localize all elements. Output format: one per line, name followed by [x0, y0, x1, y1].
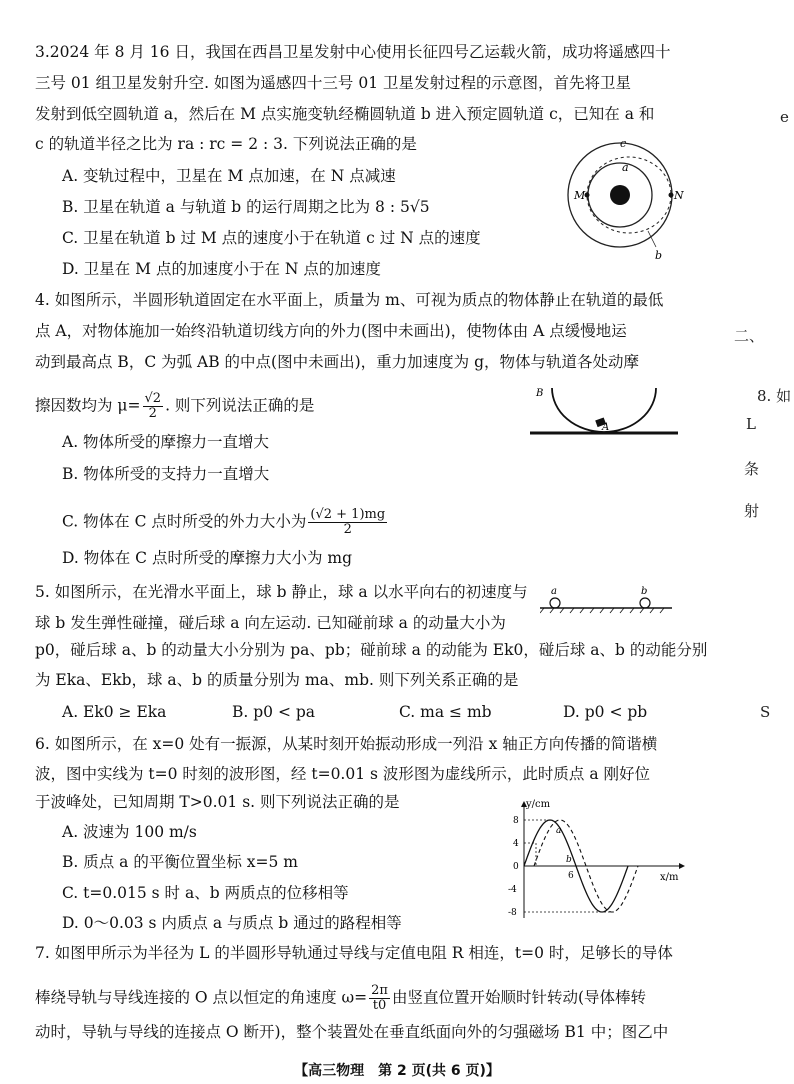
- tick-0: 0: [513, 862, 519, 872]
- q4-option-b[interactable]: B. 物体所受的支持力一直增大: [62, 465, 270, 483]
- particle-a-label: a: [556, 826, 562, 836]
- q6-line2: 波，图中实线为 t=0 时刻的波形图，经 t=0.01 s 波形图为虚线所示，此时质点 a 刚好位: [35, 765, 650, 783]
- q5-option-b[interactable]: B. p0 < pa: [232, 703, 316, 721]
- q3-option-c[interactable]: C. 卫星在轨道 b 过 M 点的速度小于在轨道 c 过 N 点的速度: [62, 229, 481, 247]
- q3-line1: 3.2024 年 8 月 16 日，我国在西昌卫星发射中心使用长征四号乙运载火箭，成功将遥感四十: [35, 43, 671, 61]
- q5-line2: 球 b 发生弹性碰撞，碰后球 a 向左运动. 已知碰前球 a 的动量大小为: [35, 614, 506, 632]
- tick-8: 8: [513, 816, 519, 826]
- q3-line3: 发射到低空圆轨道 a，然后在 M 点实施变轨经椭圆轨道 b 进入预定圆轨道 c，已知在 a 和: [35, 105, 655, 123]
- q5-option-a[interactable]: A. Ek0 ≥ Eka: [62, 703, 167, 721]
- q6-line3: 于波峰处，已知周期 T>0.01 s. 则下列说法正确的是: [35, 793, 400, 811]
- q6-option-b[interactable]: B. 质点 a 的平衡位置坐标 x=5 m: [62, 853, 298, 871]
- tick-x-6: 6: [568, 871, 574, 881]
- orbit-diagram: [560, 135, 690, 265]
- q6-option-c[interactable]: C. t=0.015 s 时 a、b 两质点的位移相等: [62, 884, 349, 902]
- ball-a-label: a: [551, 586, 557, 597]
- q5-line4: 为 Eka、Ekb，球 a、b 的质量分别为 ma、mb. 则下列关系正确的是: [35, 671, 519, 689]
- q3-option-b[interactable]: B. 卫星在轨道 a 与轨道 b 的运行周期之比为 8 : 5√5: [62, 198, 430, 216]
- q5-line1: 5. 如图所示，在光滑水平面上，球 b 静止，球 a 以水平向右的初速度与: [35, 583, 528, 601]
- point-m-label: M: [574, 189, 586, 202]
- q6-option-d[interactable]: D. 0～0.03 s 内质点 a 与质点 b 通过的路程相等: [62, 914, 402, 932]
- q6-option-a[interactable]: A. 波速为 100 m/s: [62, 823, 197, 841]
- q3-option-d[interactable]: D. 卫星在 M 点的加速度小于在 N 点的加速度: [62, 260, 381, 278]
- side-fragment-6: 射: [744, 502, 760, 520]
- tick-minus-4: -4: [508, 885, 517, 895]
- q4-line2: 点 A，对物体施加一始终沿轨道切线方向的外力(图中未画出)，使物体由 A 点缓慢地运: [35, 322, 627, 340]
- particle-b-label: b: [566, 855, 572, 865]
- tick-4: 4: [513, 839, 519, 849]
- q4-option-a[interactable]: A. 物体所受的摩擦力一直增大: [62, 433, 270, 451]
- wave-graph: [500, 798, 690, 923]
- orbit-b-label: b: [655, 249, 663, 262]
- q3-line4: c 的轨道半径之比为 ra : rc = 2 : 3. 下列说法正确的是: [35, 135, 417, 153]
- q4-option-c[interactable]: C. 物体在 C 点时所受的外力大小为 $\frac{(√2 + 1)mg}{2}$: [62, 507, 386, 537]
- collision-diagram: [540, 584, 675, 614]
- q7-line2: 棒绕导轨与导线连接的 O 点以恒定的角速度 ω= $\frac{2\pi}{t0}$ 由竖直位置开始顺时针转动(导体棒转: [35, 983, 647, 1013]
- q5-line3: p0，碰后球 a、b 的动量大小分别为 pa、pb；碰前球 a 的动能为 Ek0，碰后球 a、b 的动能分别: [35, 641, 708, 659]
- q3-line2: 三号 01 组卫星发射升空. 如图为遥感四十三号 01 卫星发射过程的示意图，首先将卫星: [35, 74, 632, 92]
- q3-option-a[interactable]: A. 变轨过程中，卫星在 M 点加速，在 N 点减速: [62, 167, 396, 185]
- side-fragment-7: S: [760, 703, 771, 721]
- orbit-a-label: a: [622, 161, 629, 174]
- side-fragment-2: 二、: [734, 327, 765, 345]
- q5-option-d[interactable]: D. p0 < pb: [563, 703, 648, 721]
- q4-line1: 4. 如图所示，半圆形轨道固定在水平面上，质量为 m、可视为质点的物体静止在轨道的最低: [35, 291, 664, 309]
- side-fragment-5: 条: [744, 460, 760, 478]
- point-b-label: B: [536, 388, 544, 399]
- q4-line3: 动到最高点 B，C 为弧 AB 的中点(图中未画出)，重力加速度为 g，物体与轨道各处动摩: [35, 353, 639, 371]
- q7-line3: 动时，导轨与导线的连接点 O 断开)，整个装置处在垂直纸面向外的匀强磁场 B1 中；图乙中: [35, 1023, 669, 1041]
- side-fragment-4: L: [746, 415, 756, 433]
- tick-minus-8: -8: [508, 908, 517, 918]
- q4-line4: 擦因数均为 μ= $\frac{√2}{2}$ . 则下列说法正确的是: [35, 391, 315, 421]
- force-fraction: $\frac{(√2 + 1)mg}{2}$: [310, 507, 386, 537]
- x-axis-label: x/m: [660, 872, 679, 883]
- page-footer: 【高三物理 第 2 页(共 6 页)】: [294, 1063, 500, 1079]
- point-a-label: A: [602, 422, 610, 433]
- q4-option-d[interactable]: D. 物体在 C 点时所受的摩擦力大小为 mg: [62, 549, 352, 567]
- ball-b-label: b: [641, 586, 648, 597]
- side-fragment-1: e: [780, 108, 789, 126]
- mu-fraction: $\frac{√2}{2}$: [144, 391, 162, 421]
- q5-option-c[interactable]: C. ma ≤ mb: [399, 703, 492, 721]
- q7-line1: 7. 如图甲所示为半径为 L 的半圆形导轨通过导线与定值电阻 R 相连，t=0 时，足够长的导体: [35, 944, 673, 962]
- omega-fraction: $\frac{2\pi}{t0}$: [371, 983, 388, 1013]
- side-fragment-3: 8. 如: [757, 387, 792, 405]
- semicircle-track-diagram: [530, 380, 680, 440]
- q6-line1: 6. 如图所示，在 x=0 处有一振源，从某时刻开始振动形成一列沿 x 轴正方向传播的简谐横: [35, 735, 658, 753]
- orbit-c-label: c: [620, 137, 627, 150]
- y-axis-label: y/cm: [526, 799, 551, 810]
- point-n-label: N: [674, 189, 684, 202]
